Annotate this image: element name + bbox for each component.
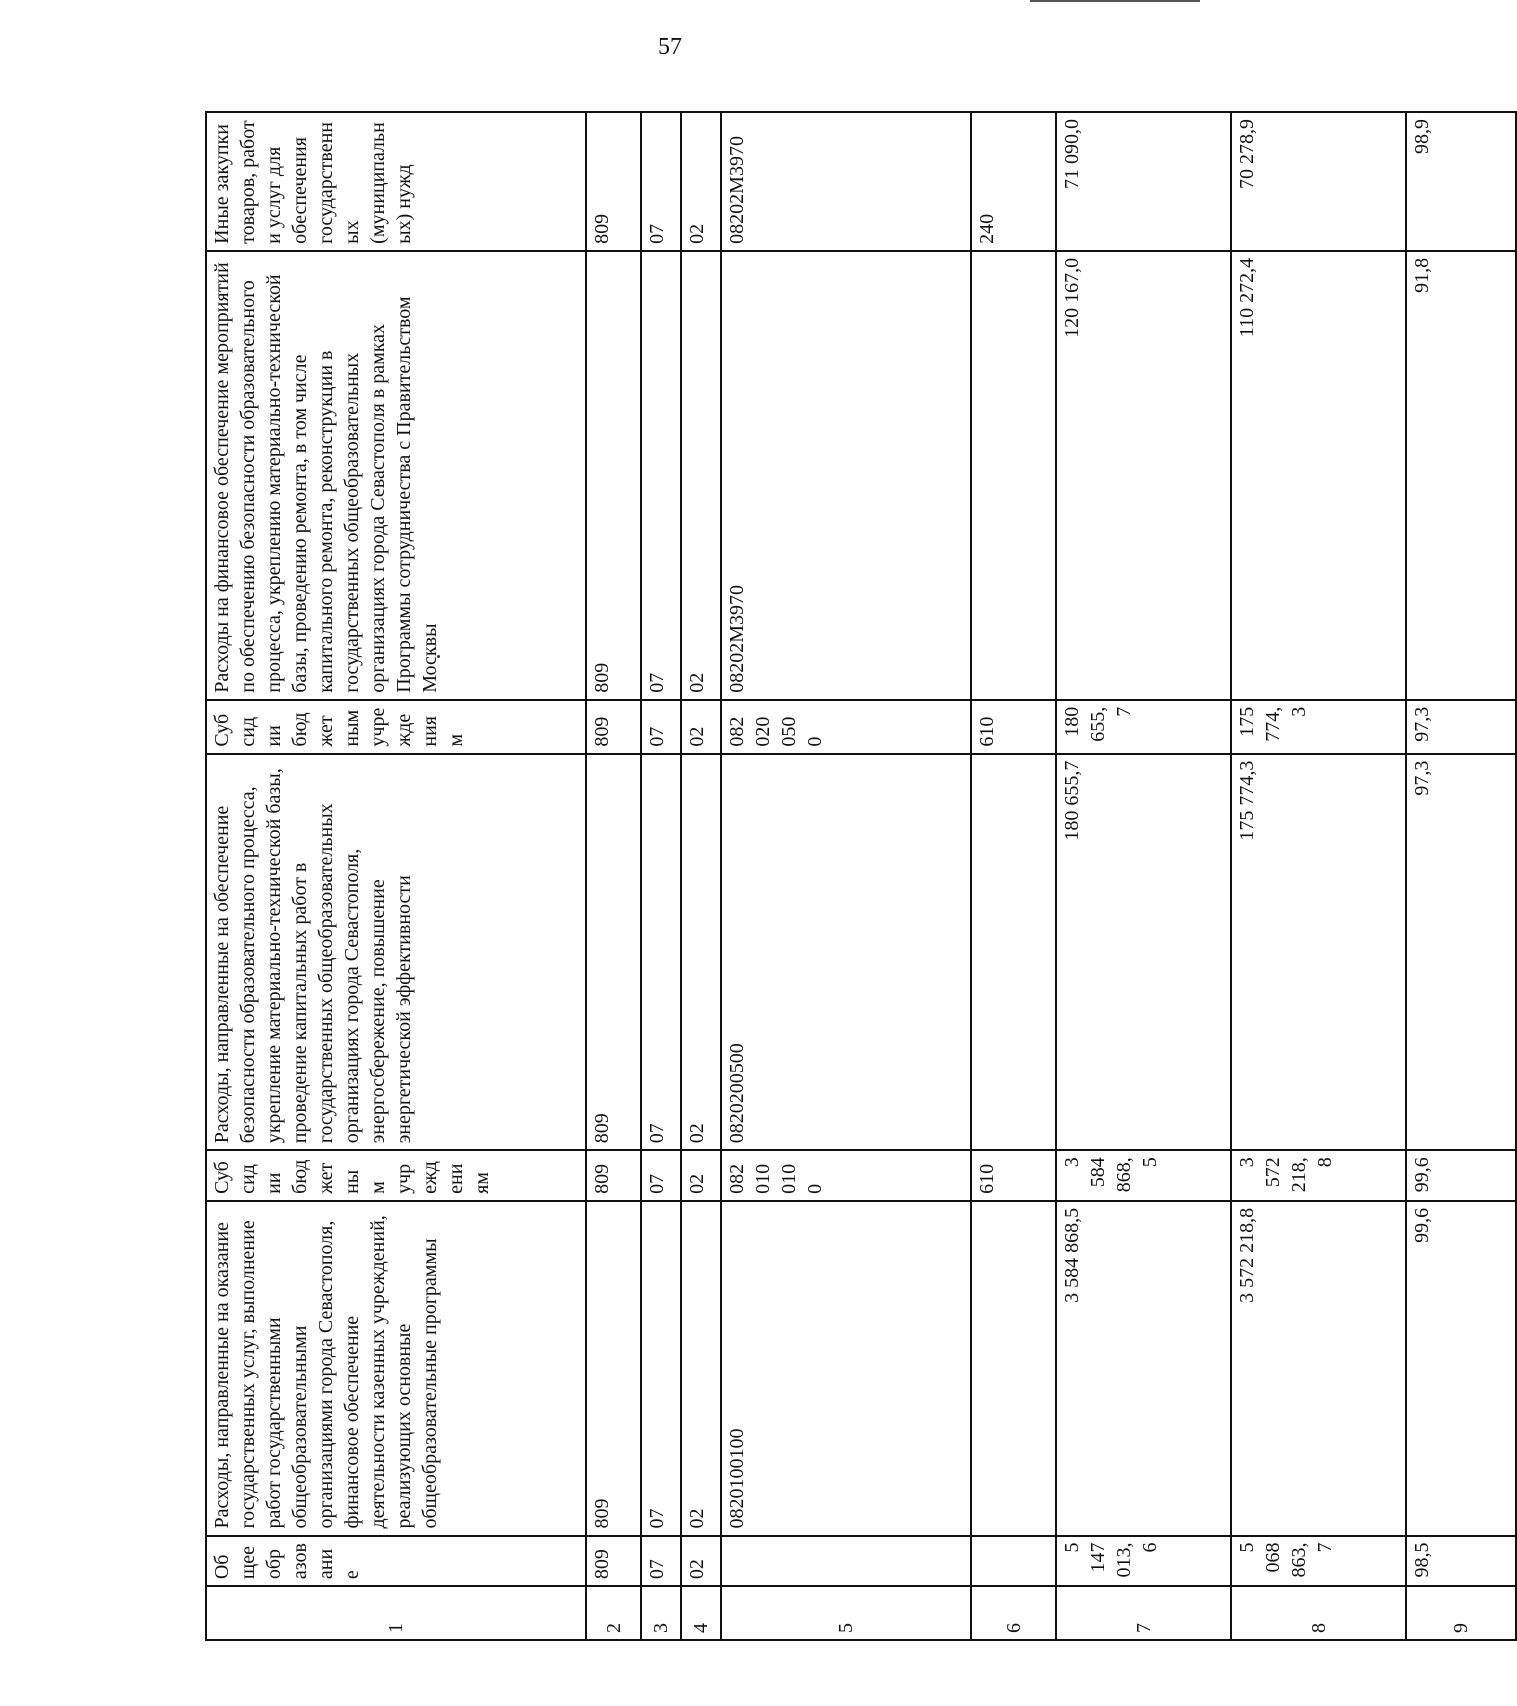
table-cell-grbs: 809 <box>586 1201 641 1536</box>
table-cell-plan: 5 147 013,6 <box>1056 1536 1231 1587</box>
table-cell-expense-type: 240 <box>971 112 1056 251</box>
column-number-header: 5 <box>721 1586 971 1640</box>
table-cell-fact: 3 572 218,8 <box>1231 1201 1406 1536</box>
table-cell-percent: 97,3 <box>1406 754 1516 1151</box>
table-cell-target: 0820200500 <box>721 754 971 1151</box>
table-cell-subsection: 02 <box>681 1201 721 1536</box>
page-number: 57 <box>658 34 682 60</box>
table-cell-fact: 70 278,9 <box>1231 112 1406 251</box>
table-cell-name: Расходы, направленные на обеспечение безопасности образовательного процесса, укрепление материально-технической базы, проведение капитальных работ в государственных общеобразовательных организациях города Севастополя, энергосбережение, повышение энергетической эффективности <box>206 754 586 1151</box>
table-cell-fact: 110 272,4 <box>1231 251 1406 700</box>
table-field-row-7 <box>1056 112 1231 1640</box>
table-cell-name: Субсидии бюджетным учреждениям <box>206 700 586 754</box>
table-cell-expense-type <box>971 1201 1056 1536</box>
column-number-header: 4 <box>681 1586 721 1640</box>
table-cell-target: 0820100100 <box>721 1201 971 1536</box>
budget-table <box>205 111 1517 1641</box>
table-cell-section: 07 <box>641 1150 681 1201</box>
table-field-row-2 <box>586 112 641 1640</box>
column-number-header: 6 <box>971 1586 1056 1640</box>
column-number-header: 7 <box>1056 1586 1231 1640</box>
table-cell-target <box>721 1536 971 1587</box>
rotated-table-container <box>205 111 1472 1641</box>
table-cell-grbs: 809 <box>586 700 641 754</box>
table-cell-section: 07 <box>641 112 681 251</box>
table-cell-fact: 175 774,3 <box>1231 700 1406 754</box>
table-cell-plan: 120 167,0 <box>1056 251 1231 700</box>
table-cell-grbs: 809 <box>586 754 641 1151</box>
table-cell-plan: 3 584 868,5 <box>1056 1201 1231 1536</box>
table-cell-plan: 3 584 868,5 <box>1056 1150 1231 1201</box>
table-cell-plan: 71 090,0 <box>1056 112 1231 251</box>
table-cell-expense-type: 610 <box>971 700 1056 754</box>
table-cell-target: 08202М3970 <box>721 112 971 251</box>
table-field-row-9 <box>1406 112 1516 1640</box>
table-cell-grbs: 809 <box>586 112 641 251</box>
table-cell-fact: 5 068 863,7 <box>1231 1536 1406 1587</box>
table-cell-expense-type: 610 <box>971 1150 1056 1201</box>
table-cell-grbs: 809 <box>586 251 641 700</box>
table-cell-plan: 180 655,7 <box>1056 754 1231 1151</box>
column-number-header: 3 <box>641 1586 681 1640</box>
table-field-row-8 <box>1231 112 1406 1640</box>
table-field-row-5 <box>721 112 971 1640</box>
table-cell-subsection: 02 <box>681 754 721 1151</box>
table-cell-name: Расходы на финансовое обеспечение мероприятий по обеспечению безопасности образовательного процесса, укреплению материально-технической базы, проведению ремонта, в том числе капитального ремонта, реконструкции в государственных общеобразовательных организациях города Севастополя в рамках Программы сотрудничества с Правительством Москвы <box>206 251 586 700</box>
column-number-header: 8 <box>1231 1586 1406 1640</box>
table-cell-expense-type <box>971 754 1056 1151</box>
table-cell-target: 0820200500 <box>721 700 971 754</box>
table-cell-subsection: 02 <box>681 112 721 251</box>
table-cell-percent: 99,6 <box>1406 1201 1516 1536</box>
table-cell-percent: 98,5 <box>1406 1536 1516 1587</box>
table-cell-section: 07 <box>641 700 681 754</box>
table-cell-fact: 175 774,3 <box>1231 754 1406 1151</box>
table-cell-grbs: 809 <box>586 1150 641 1201</box>
column-number-header: 2 <box>586 1586 641 1640</box>
table-field-row-3 <box>641 112 681 1640</box>
table-cell-percent: 99,6 <box>1406 1150 1516 1201</box>
table-cell-expense-type <box>971 251 1056 700</box>
table-cell-subsection: 02 <box>681 1536 721 1587</box>
table-cell-subsection: 02 <box>681 251 721 700</box>
table-cell-section: 07 <box>641 251 681 700</box>
table-cell-plan: 180 655,7 <box>1056 700 1231 754</box>
table-cell-section: 07 <box>641 1536 681 1587</box>
table-field-row-1 <box>206 112 586 1640</box>
table-cell-name: Субсидии бюджетным учреждениям <box>206 1150 586 1201</box>
column-number-header: 9 <box>1406 1586 1516 1640</box>
column-number-header: 1 <box>206 1586 586 1640</box>
table-cell-section: 07 <box>641 1201 681 1536</box>
table-cell-subsection: 02 <box>681 1150 721 1201</box>
table-cell-section: 07 <box>641 754 681 1151</box>
table-cell-percent: 97,3 <box>1406 700 1516 754</box>
table-cell-target: 0820100100 <box>721 1150 971 1201</box>
table-cell-grbs: 809 <box>586 1536 641 1587</box>
table-field-row-6 <box>971 112 1056 1640</box>
table-cell-percent: 91,8 <box>1406 251 1516 700</box>
table-cell-fact: 3 572 218,8 <box>1231 1150 1406 1201</box>
table-cell-subsection: 02 <box>681 700 721 754</box>
scan-edge-line <box>1030 0 1200 2</box>
table-cell-name: Общее образование <box>206 1536 586 1587</box>
table-cell-name: Расходы, направленные на оказание государственных услуг, выполнение работ государственными общеобразовательными организациями города Севастополя, финансовое обеспечение деятельности казенных учреждений, реализующих основные общеобразовательные программы <box>206 1201 586 1536</box>
table-cell-name: Иные закупки товаров, работ и услуг для обеспечения государственных (муниципальных) нужд <box>206 112 586 251</box>
table-cell-expense-type <box>971 1536 1056 1587</box>
table-cell-percent: 98,9 <box>1406 112 1516 251</box>
table-cell-target: 08202М3970 <box>721 251 971 700</box>
table-field-row-4 <box>681 112 721 1640</box>
